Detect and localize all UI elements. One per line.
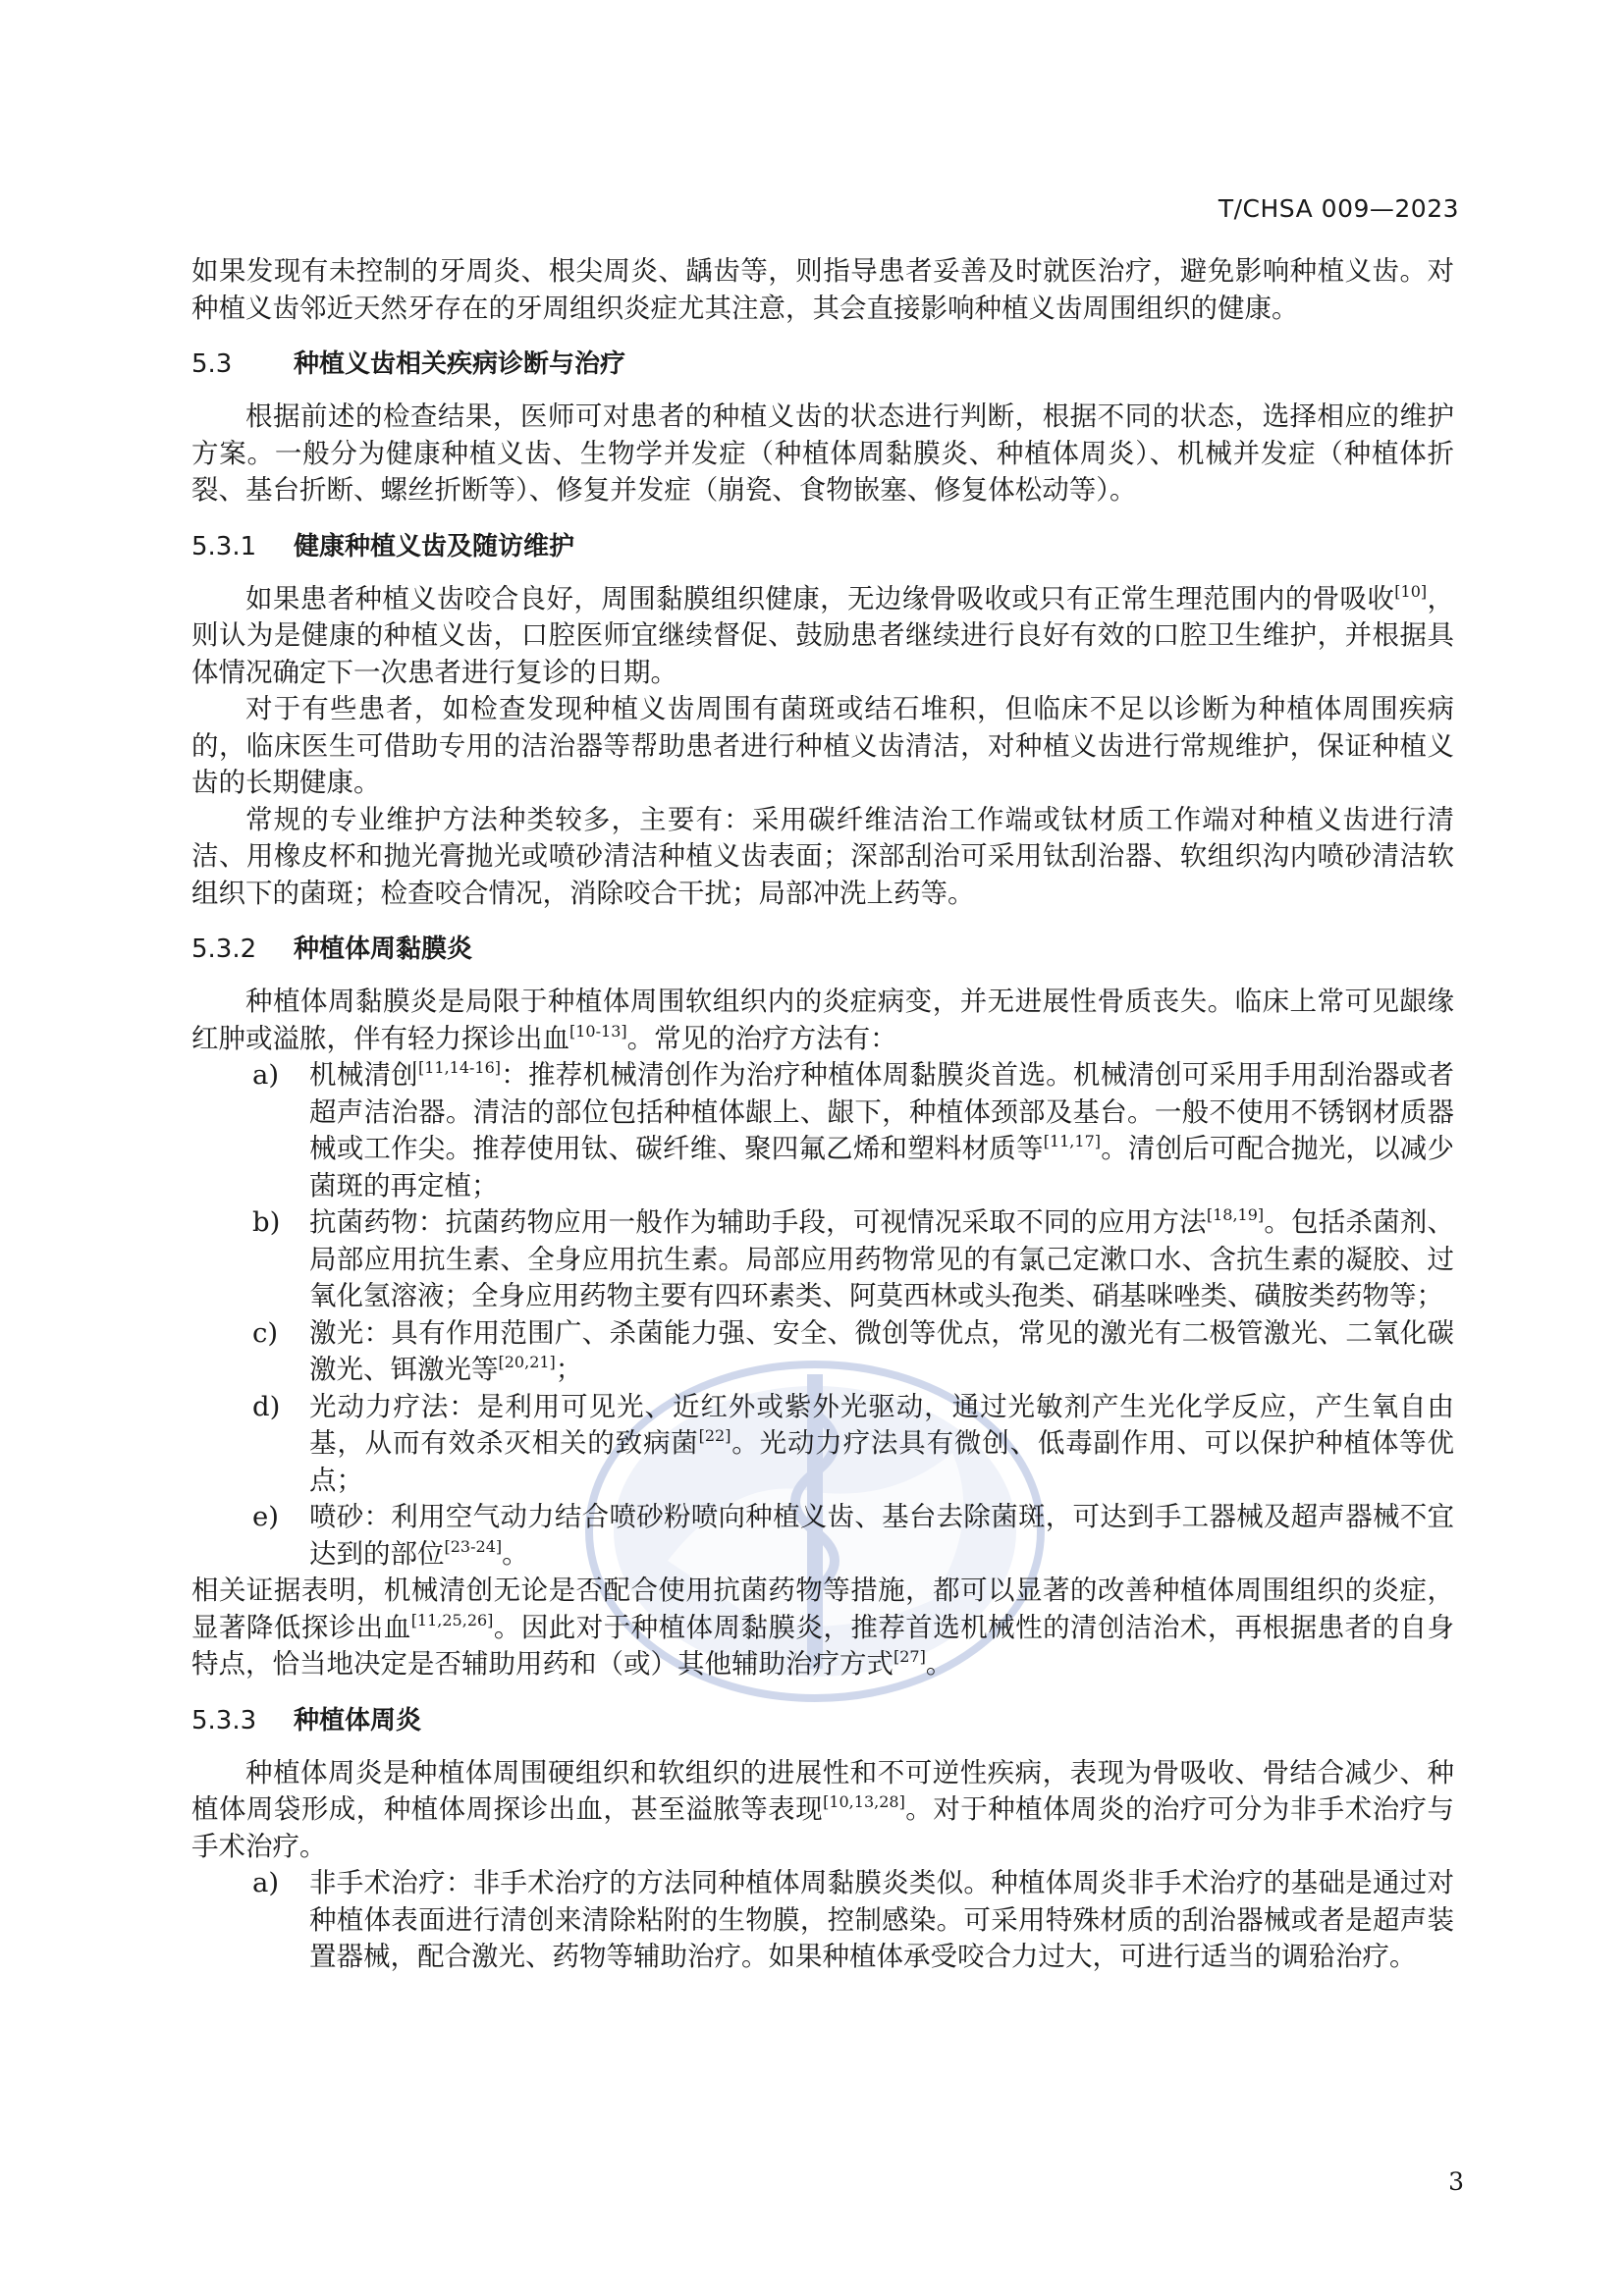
text-run: 如果患者种植义齿咬合良好，周围黏膜组织健康，无边缘骨吸收或只有正常生理范围内的骨吸收 bbox=[245, 582, 1395, 614]
text-run: 。因此对于种植体周黏膜炎，推荐首选机械性的清创洁治术，再根据患者的自身特点，恰当地决定是否辅助用药和（或）其他辅助治疗方式 bbox=[191, 1611, 1455, 1680]
text-run: 非手术治疗：非手术治疗的方法同种植体周黏膜炎类似。种植体周炎非手术治疗的基础是通过对种植体表面进行清创来清除粘附的生物膜，控制感染。可采用特殊材质的刮治器械或者是超声装置器械，配合激光、药物等辅助治疗。如果种植体承受咬合力过大，可进行适当的调𬌗治疗。 bbox=[309, 1867, 1454, 1972]
list-marker: b) bbox=[252, 1206, 281, 1238]
standard-code: T/CHSA 009—2023 bbox=[1218, 194, 1459, 223]
section-number: 5.3.3 bbox=[191, 1705, 257, 1735]
citation: [10-13] bbox=[569, 1021, 627, 1041]
text-run: ，则认为是健康的种植义齿，口腔医师宜继续督促、鼓励患者继续进行良好有效的口腔卫生维护，并根据具体情况确定下一次患者进行复诊的日期。 bbox=[191, 582, 1455, 688]
section-heading-5-3-3 bbox=[191, 1703, 1454, 1739]
citation: [23-24] bbox=[444, 1536, 503, 1556]
text-run: 光动力疗法：是利用可见光、近红外或紫外光驱动，通过光敏剂产生光化学反应，产生氧自由基，从而有效杀灭相关的致病菌 bbox=[309, 1390, 1454, 1459]
citation: [18,19] bbox=[1206, 1205, 1265, 1224]
list-item bbox=[191, 1315, 1454, 1389]
section-number: 5.3.2 bbox=[191, 934, 257, 964]
citation: [11,17] bbox=[1043, 1132, 1101, 1150]
list-marker: a) bbox=[252, 1867, 280, 1898]
text-run: ：推荐机械清创作为治疗种植体周黏膜炎首选。机械清创可采用手用刮治器或者超声洁治器。清洁的部位包括种植体龈上、龈下，种植体颈部及基台。一般不使用不锈钢材质器械或工作尖。推荐使用钛、碳纤维、聚四氟乙烯和塑料材质等 bbox=[309, 1059, 1454, 1164]
list-item bbox=[191, 1057, 1454, 1204]
text-run: 。 bbox=[502, 1537, 529, 1570]
section-heading-5-3 bbox=[191, 347, 1454, 383]
paragraph: 对于有些患者，如检查发现种植义齿周围有菌斑或结石堆积，但临床不足以诊断为种植体周围疾病的，临床医生可借助专用的洁治器等帮助患者进行种植义齿清洁，对种植义齿进行常规维护，保证种植义齿的长期健康。 bbox=[191, 693, 1454, 798]
list-marker: e) bbox=[252, 1501, 280, 1532]
content bbox=[191, 253, 1454, 1976]
citation: [10] bbox=[1394, 581, 1428, 601]
text-run: ； bbox=[555, 1354, 583, 1385]
text-run: 种植体周黏膜炎是局限于种植体周围软组织内的炎症病变，并无进展性骨质丧失。临床上常可见龈缘红肿或溢脓，伴有轻力探诊出血 bbox=[191, 986, 1454, 1054]
paragraph bbox=[191, 1755, 1454, 1866]
list-item bbox=[191, 1389, 1454, 1500]
section-heading-5-3-2 bbox=[191, 932, 1454, 968]
section-heading-5-3-1 bbox=[191, 529, 1454, 565]
text-run: 。包括杀菌剂、局部应用抗生素、全身应用抗生素。局部应用药物常见的有氯己定漱口水、含抗生素的凝胶、过氧化氢溶液；全身应用药物主要有四环素类、阿莫西林或头孢类、硝基咪唑类、磺胺类药物等； bbox=[309, 1206, 1455, 1311]
paragraph: 根据前述的检查结果，医师可对患者的种植义齿的状态进行判断，根据不同的状态，选择相应的维护方案。一般分为健康种植义齿、生物学并发症（种植体周黏膜炎、种植体周炎）、机械并发症（种植体折裂、基台折断、螺丝折断等）、修复并发症（崩瓷、食物嵌塞、修复体松动等）。 bbox=[191, 400, 1454, 506]
section-number: 5.3.1 bbox=[191, 531, 257, 561]
text-run: 种植体周炎是种植体周围硬组织和软组织的进展性和不可逆性疾病，表现为骨吸收、骨结合减少、种植体周袋形成，种植体周探诊出血，甚至溢脓等表现 bbox=[191, 1756, 1454, 1825]
section-title: 种植体周黏膜炎 bbox=[294, 934, 473, 964]
section-title: 健康种植义齿及随访维护 bbox=[294, 531, 575, 561]
text-run: 。清创后可配合抛光，以减少菌斑的再定植； bbox=[309, 1133, 1455, 1201]
citation: [20,21] bbox=[498, 1353, 556, 1371]
text-run: 。对于种植体周炎的治疗可分为非手术治疗与手术治疗。 bbox=[191, 1793, 1455, 1862]
list-item bbox=[191, 1865, 1454, 1976]
text-run: 。常见的治疗方法有： bbox=[626, 1022, 897, 1054]
text-run: 相关证据表明，机械清创无论是否配合使用抗菌药物等措施，都可以显著的改善种植体周围组织的炎症，显著降低探诊出血 bbox=[191, 1575, 1454, 1643]
citation: [22] bbox=[698, 1426, 731, 1445]
text-run: 激光：具有作用范围广、杀菌能力强、安全、微创等优点，常见的激光有二极管激光、二氧化碳激光、铒激光等 bbox=[309, 1316, 1454, 1385]
paragraph bbox=[191, 581, 1454, 692]
list-item bbox=[191, 1499, 1454, 1573]
text-run: 。 bbox=[925, 1648, 953, 1680]
section-title: 种植体周炎 bbox=[294, 1705, 422, 1735]
list-marker: d) bbox=[252, 1390, 281, 1422]
citation: [11,25,26] bbox=[410, 1610, 494, 1629]
citation: [11,14-16] bbox=[417, 1058, 502, 1077]
list-item bbox=[191, 1204, 1454, 1315]
section-title: 种植义齿相关疾病诊断与治疗 bbox=[294, 349, 626, 379]
citation: [27] bbox=[893, 1647, 926, 1666]
list-marker: a) bbox=[252, 1059, 280, 1091]
list-marker: c) bbox=[252, 1316, 279, 1349]
text-run: 机械清创 bbox=[309, 1059, 418, 1091]
text-run: 抗菌药物：抗菌药物应用一般作为辅助手段，可视情况采取不同的应用方法 bbox=[309, 1206, 1207, 1238]
intro-paragraph: 如果发现有未控制的牙周炎、根尖周炎、龋齿等，则指导患者妥善及时就医治疗，避免影响种植义齿。对种植义齿邻近天然牙存在的牙周组织炎症尤其注意，其会直接影响种植义齿周围组织的健康。 bbox=[191, 255, 1454, 324]
paragraph bbox=[191, 984, 1454, 1057]
paragraph bbox=[191, 1573, 1454, 1683]
section-number: 5.3 bbox=[191, 349, 233, 379]
text-run: 。光动力疗法具有微创、低毒副作用、可以保护种植体等优点； bbox=[309, 1427, 1455, 1496]
paragraph: 常规的专业维护方法种类较多，主要有：采用碳纤维洁治工作端或钛材质工作端对种植义齿进行清洁、用橡皮杯和抛光膏抛光或喷砂清洁种植义齿表面；深部刮治可采用钛刮治器、软组织沟内喷砂清洁软组织下的菌斑；检查咬合情况，消除咬合干扰；局部冲洗上药等。 bbox=[191, 803, 1454, 909]
citation: [10,13,28] bbox=[823, 1792, 905, 1811]
text-run: 喷砂：利用空气动力结合喷砂粉喷向种植义齿、基台去除菌斑，可达到手工器械及超声器械不宜达到的部位 bbox=[309, 1501, 1454, 1570]
page-number: 3 bbox=[1448, 2167, 1464, 2196]
